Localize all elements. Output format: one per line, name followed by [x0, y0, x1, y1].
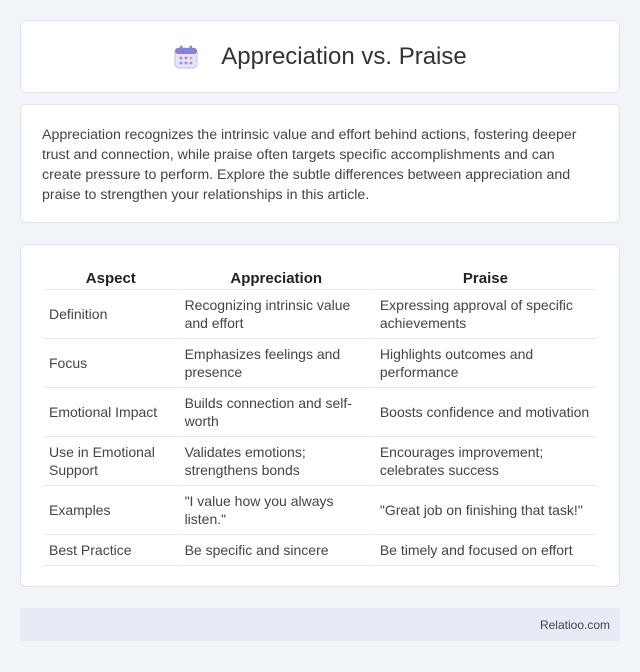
- table-row: [44, 437, 596, 486]
- table-row: [44, 388, 596, 437]
- cell-appreciation: Validates emotions; strengthens bonds: [180, 437, 373, 486]
- calendar-icon: [173, 44, 199, 70]
- header-aspect: Aspect: [44, 265, 178, 290]
- table-row: [44, 535, 596, 566]
- table-row: [44, 339, 596, 388]
- cell-aspect: Definition: [44, 290, 178, 339]
- cell-praise: Be timely and focused on effort: [375, 535, 596, 566]
- cell-appreciation: Emphasizes feelings and presence: [180, 339, 373, 388]
- footer: [20, 608, 620, 641]
- cell-appreciation: Builds connection and self-worth: [180, 388, 373, 437]
- page-title: Appreciation vs. Praise: [221, 42, 467, 70]
- cell-aspect: Emotional Impact: [44, 388, 178, 437]
- header-appreciation: Appreciation: [180, 265, 373, 290]
- table-header-row: [44, 265, 596, 290]
- title-card: [20, 20, 620, 93]
- footer-brand: Relatioo.com: [539, 617, 610, 632]
- header-praise: Praise: [375, 265, 596, 290]
- cell-appreciation: "I value how you always listen.": [180, 486, 373, 535]
- table-row: [44, 486, 596, 535]
- cell-praise: "Great job on finishing that task!": [375, 486, 596, 535]
- table-row: [44, 290, 596, 339]
- cell-appreciation: Recognizing intrinsic value and effort: [180, 290, 373, 339]
- cell-praise: Encourages improvement; celebrates success: [375, 437, 596, 486]
- comparison-card: [20, 244, 620, 587]
- comparison-table: [42, 265, 598, 566]
- cell-praise: Highlights outcomes and performance: [375, 339, 596, 388]
- cell-aspect: Best Practice: [44, 535, 178, 566]
- intro-text: Appreciation recognizes the intrinsic value and effort behind actions, fostering deeper trust and connection, while praise often targets specific accomplishments and can create pressure to perform. Explore the subtle differences between appreciation and praise to strengthen your relationships in this article.: [42, 127, 577, 203]
- cell-aspect: Focus: [44, 339, 178, 388]
- cell-praise: Boosts confidence and motivation: [375, 388, 596, 437]
- cell-aspect: Examples: [44, 486, 178, 535]
- intro-card: [20, 104, 620, 223]
- cell-praise: Expressing approval of specific achievements: [375, 290, 596, 339]
- cell-appreciation: Be specific and sincere: [180, 535, 373, 566]
- cell-aspect: Use in Emotional Support: [44, 437, 178, 486]
